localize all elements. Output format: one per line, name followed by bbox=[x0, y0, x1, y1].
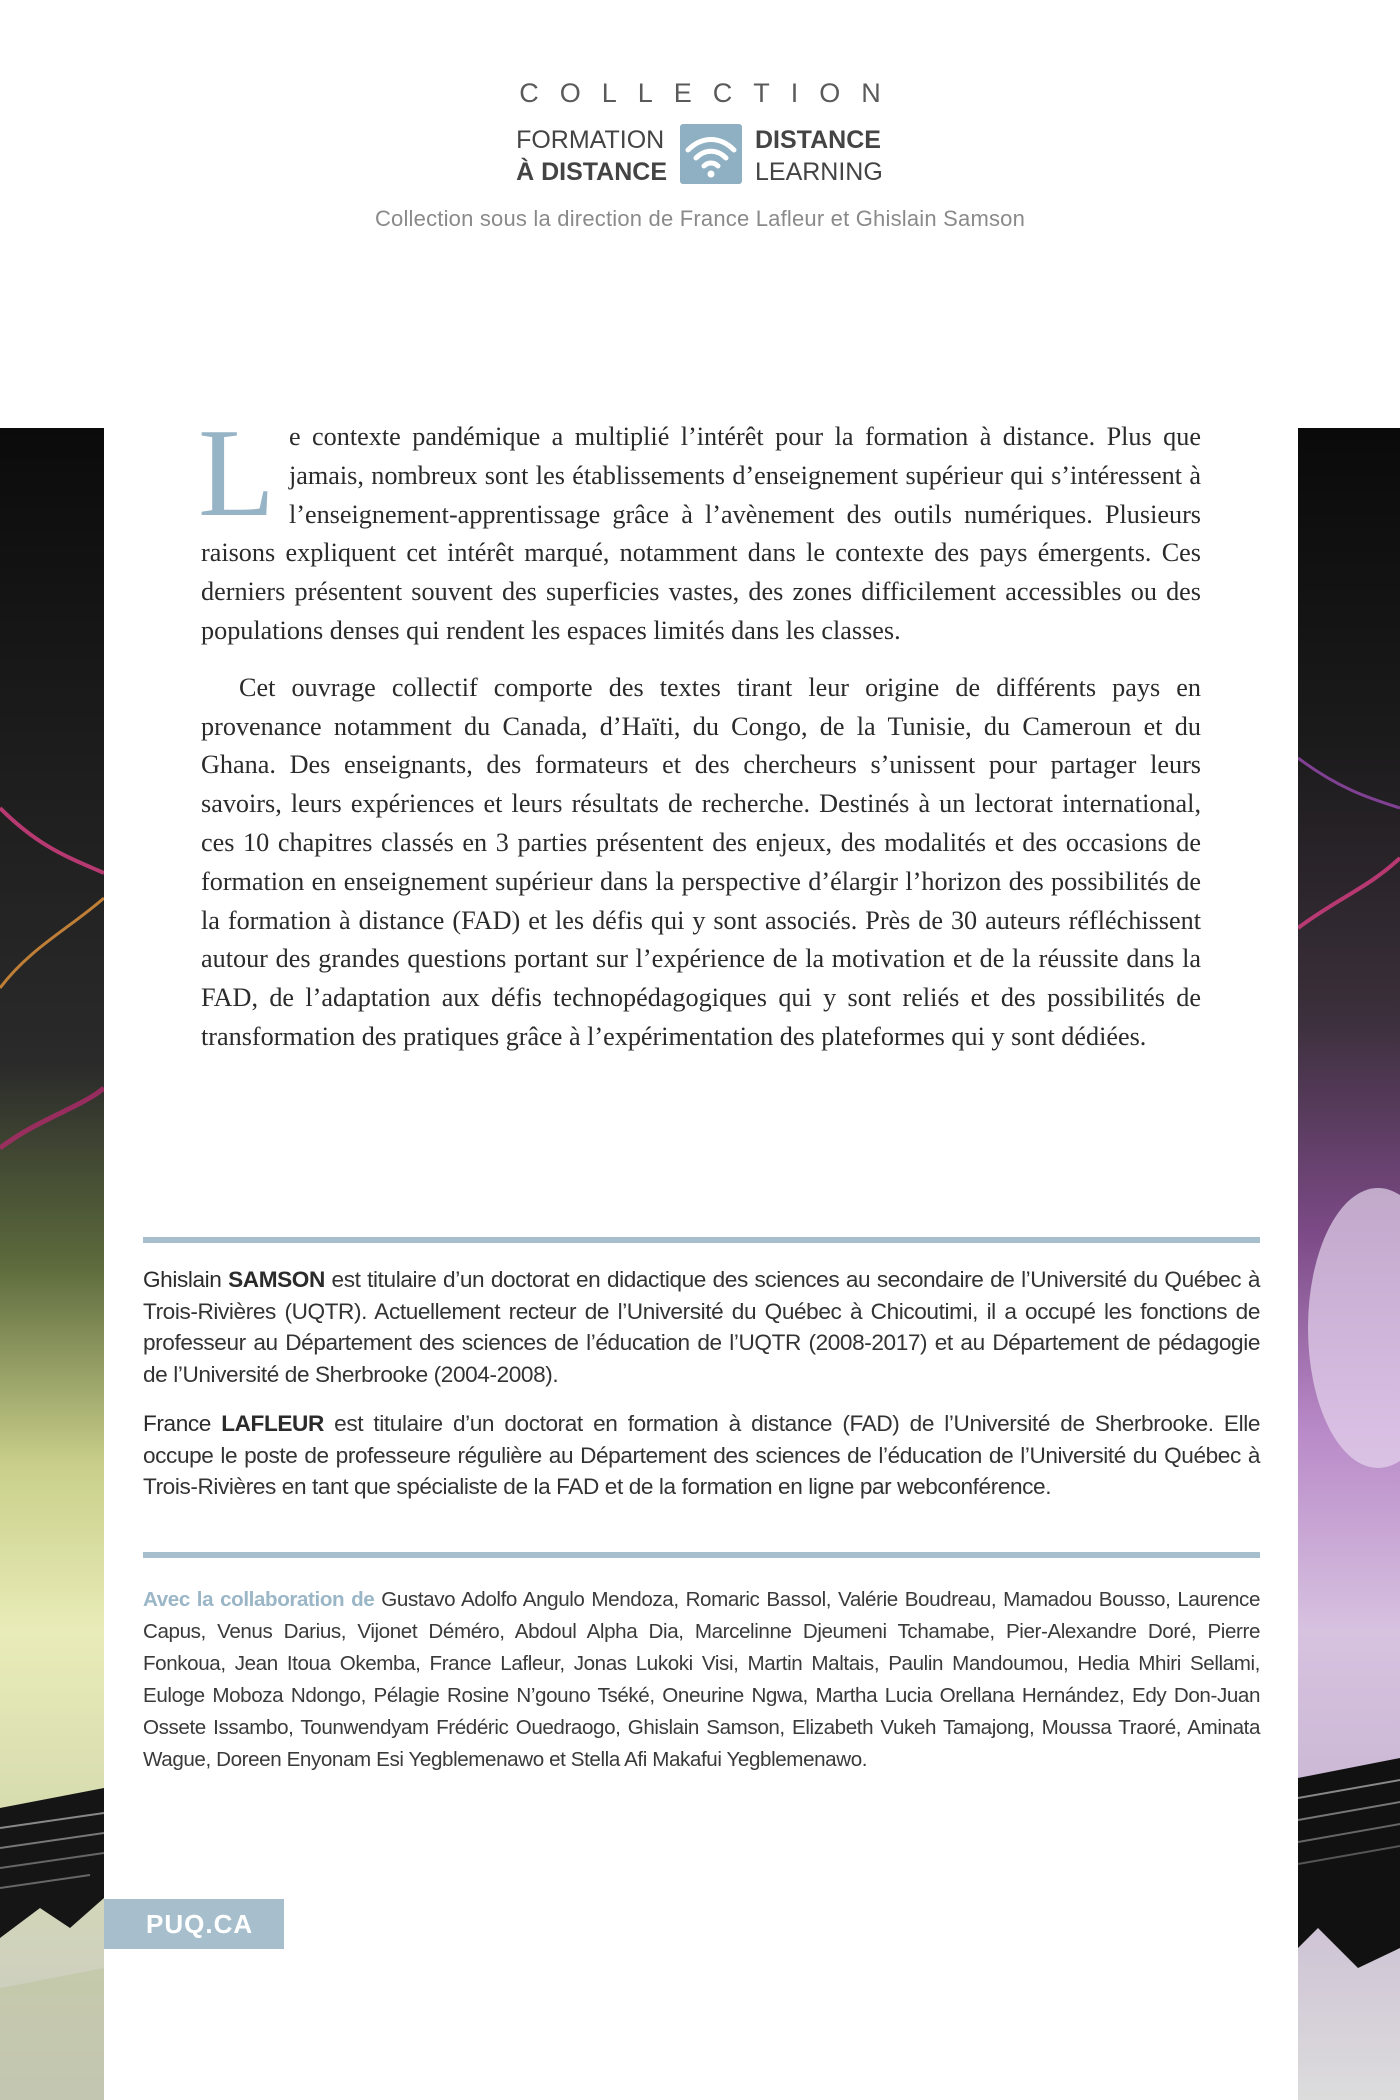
author-last-name: SAMSON bbox=[228, 1267, 325, 1292]
summary-paragraph-2: Cet ouvrage collectif comporte des textes tirant leur origine de différents pays en provenance notamment du Canada, d’Haïti, du Congo, de la Tunisie, du Cameroun et du Ghana. Des enseignants, des formateurs et des chercheurs s’unissent pour partager leurs savoirs, leurs expériences et leurs résultats de recherche. Destinés à un lectorat international, ces 10 chapitres classés en 3 parties présentent des enjeux, des modalités et des occasions de formation en enseignement supérieur dans la perspective d’élargir l’horizon des possibilités de la formation à distance (FAD) et les défis qui y sont associés. Près de 30 auteurs réfléchissent autour des grandes questions portant sur l’expérience de la motivation et de la réussite dans la FAD, de l’adaptation aux défis technopédagogiques qui y sont reliés et des possibilités de transformation des pratiques grâce à l’expérimentation des plateformes qui y sont dédiées. bbox=[201, 672, 1201, 1051]
collaborators bbox=[143, 1584, 1260, 1777]
author-last-name: LAFLEUR bbox=[221, 1411, 324, 1436]
collection-logo bbox=[0, 124, 1400, 186]
divider-top bbox=[143, 1237, 1260, 1243]
book-summary bbox=[198, 404, 1201, 1057]
right-cover-artwork bbox=[1298, 428, 1400, 2100]
author-first-name: Ghislain bbox=[143, 1267, 222, 1292]
publisher-site-link[interactable]: PUQ.CA bbox=[104, 1899, 284, 1949]
summary-paragraph-1 bbox=[198, 404, 1201, 651]
divider-bottom bbox=[143, 1552, 1260, 1558]
logo-english-title bbox=[755, 124, 883, 188]
bio-lafleur bbox=[143, 1408, 1260, 1503]
collection-directors: Collection sous la direction de France Lafleur et Ghislain Samson bbox=[374, 206, 1026, 231]
logo-french-title bbox=[516, 124, 667, 188]
summary-paragraph-1-text: e contexte pandémique a multiplié l’intérêt pour la formation à distance. Plus que jamais, nombreux sont les établissements d’enseignement supérieur qui s’intéressent à l’enseignement-apprentissage grâce à l’avènement des outils numériques. Plusieurs raisons expliquent cet intérêt marqué, notamment dans le contexte des pays émergents. Ces derniers présentent souvent des superficies vastes, des zones difficilement accessibles ou des populations denses qui rendent les espaces limités dans les classes. bbox=[201, 422, 1201, 645]
left-cover-artwork bbox=[0, 428, 104, 2100]
collaborator-names: Gustavo Adolfo Angulo Mendoza, Romaric Bassol, Valérie Boudreau, Mamadou Bousso, Laurence Capus, Venus Darius, Vijonet Déméro, Abdoul Alpha Dia, Marcelinne Djeumeni Tchamabe, Pier-Alexandre Doré, Pierre Fonkoua, Jean Itoua Okemba, France Lafleur, Jonas Lukoki Visi, Martin Maltais, Paulin Mandoumou, Hedia Mhiri Sellami, Euloge Moboza Ndongo, Pélagie Rosine N’gouno Tséké, Oneurine Ngwa, Martha Lucia Orellana Hernández, Edy Don-Juan Ossete Issambo, Tounwendyam Frédéric Ouedraogo, Ghislain Samson, Elizabeth Vukeh Tamajong, Moussa Traoré, Aminata Wague, Doreen Enyonam Esi Yegblemenawo et Stella Afi Makafui Yegblemenawo. bbox=[143, 1588, 1260, 1772]
logo-fr-line2: À DISTANCE bbox=[516, 158, 667, 186]
logo-en-line2: LEARNING bbox=[755, 158, 883, 186]
author-bios bbox=[143, 1264, 1260, 1503]
collection-label: COLLECTION bbox=[519, 78, 902, 108]
bio-text: est titulaire d’un doctorat en didactique des sciences au secondaire de l’Université du Québec à Trois-Rivières (UQTR). Actuellement recteur de l’Université du Québec à Chicoutimi, il a occupé les fonctions de professeur au Département des sciences de l’éducation de l’UQTR (2008-2017) et au Département de pédagogie de l’Université de Sherbrooke (2004-2008). bbox=[143, 1267, 1260, 1387]
drop-cap: L bbox=[198, 404, 275, 543]
wifi-signal-icon bbox=[680, 124, 742, 184]
logo-en-line1: DISTANCE bbox=[755, 126, 881, 154]
collaboration-lead: Avec la collaboration de bbox=[143, 1588, 375, 1611]
bio-text: est titulaire d’un doctorat en formation à distance (FAD) de l’Université de Sherbrooke. Elle occupe le poste de professeure régulière au Département des sciences de l’éducation de l’Université du Québec à Trois-Rivières en tant que spécialiste de la FAD et de la formation en ligne par webconférence. bbox=[143, 1411, 1260, 1499]
bio-samson bbox=[143, 1264, 1260, 1390]
author-first-name: France bbox=[143, 1411, 211, 1436]
logo-fr-line1: FORMATION bbox=[516, 126, 665, 154]
